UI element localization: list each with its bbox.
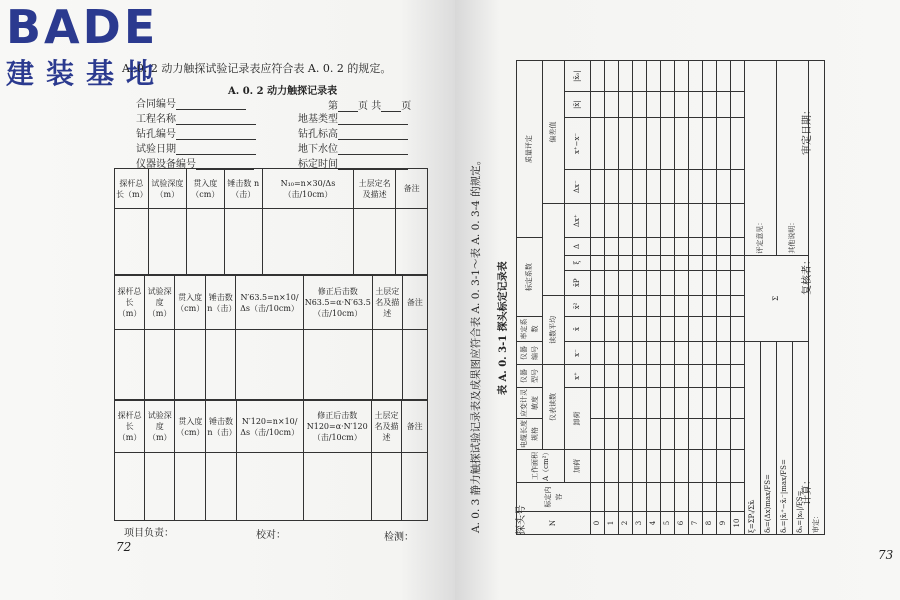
t1-header: 试验深度（m） <box>148 169 186 209</box>
t3-header: 试验深度（m） <box>145 401 175 453</box>
page-number-right: 73 <box>878 548 894 562</box>
page-count: 第 页 共 页 <box>328 101 412 112</box>
row-5: 5 <box>661 61 675 535</box>
field-calib: 标定时间 <box>298 155 408 170</box>
t2-header: 备注 <box>402 276 427 330</box>
rotated-table-block <box>470 60 865 535</box>
table-n635 <box>114 275 428 400</box>
logo-brand: BADE <box>6 0 159 54</box>
field-water: 地下水位 <box>298 140 408 155</box>
col-calib: 标定系数 <box>517 238 543 317</box>
t2-header: 探杆总长（m） <box>115 276 145 330</box>
t3-header: 贯入度（cm） <box>175 401 206 453</box>
t2-header: 土层定名及描述 <box>372 276 402 330</box>
t1-header: 备注 <box>396 169 428 209</box>
row-3: 3 <box>633 61 647 535</box>
col-cable: 电缆长度规格 <box>517 419 543 450</box>
calibration-table: N 标定内容 工作面积 A（cm²） 电缆长度规格 应变计灵敏度 仪器型号 仪器编号 率定系数 标定系数 质量评定 仪表读数 读数平均 偏差值 加荷 卸荷 x⁺ x⁻ x̄ x̄² x̄P ξ Δ Δx⁺ Δx⁻ x⁺−x⁻ |x̄| |x̄₀| 0 1 2 3 4 5 6 7 8 9 10 ξ=ΣPᵢ/Σx̄ᵢ Σ 评定意见： δₗ=(Δx)max/FS= δᵣ=|x̄ᵢ⁺−x̄ᵢ⁻|max/FS= 其他说明： δₕ=|x₀|/FS= 审定： <box>516 60 825 535</box>
t1-header: 锤击数 n（击） <box>224 169 262 209</box>
right-heading: A. 0. 3 静力触探试验记录表及成果图应符合表 A. 0. 3-1～表 A. 0. 3-4 的规定。 <box>470 154 482 533</box>
probe-label: 探头号 <box>516 505 527 535</box>
left-fields <box>136 95 256 170</box>
col-deviation: 偏差值 <box>543 61 565 204</box>
col-model: 仪器型号 <box>517 365 543 388</box>
col-n: N <box>517 512 591 535</box>
col-number: 仪器编号 <box>517 342 543 365</box>
signer-date: 审定日期： <box>802 105 813 155</box>
t1-header: 土层定名及描述 <box>354 169 396 209</box>
signer-leader: 项目负责： <box>124 528 174 539</box>
col-load: 加荷 <box>565 450 591 483</box>
page-number-left: 72 <box>116 540 132 554</box>
signer-reviewer: 复核者： <box>802 255 813 295</box>
field-contract: 合同编号 <box>136 95 256 110</box>
t1-header: 探杆总长（m） <box>115 169 149 209</box>
t2-header: 修正后击数 N63.5=α·N′63.5（击/10cm） <box>303 276 372 330</box>
t3-header: 锤击数 n（击） <box>206 401 236 453</box>
field-foundation: 地基类型 <box>298 110 408 125</box>
t3-header: 土层定名及描述 <box>371 401 402 453</box>
col-avg: 读数平均 <box>543 295 565 364</box>
sum-cell: Σ <box>745 255 809 341</box>
section-intro: A. 0. 2 动力触探试验记录表应符合表 A. 0. 2 的规定。 <box>122 62 392 75</box>
row-9: 9 <box>717 61 731 535</box>
signer-calc: 计算： <box>802 475 813 505</box>
field-equipment: 仪器设备编号 <box>136 155 256 170</box>
formula-dl: δₗ=(Δx)max/FS= <box>761 342 777 535</box>
field-borehole: 钻孔编号 <box>136 125 256 140</box>
t2-header: 试验深度（m） <box>145 276 175 330</box>
t1-header: N₁₀=n×30/Δs（击/10cm） <box>262 169 353 209</box>
col-area: 工作面积 A（cm²） <box>517 450 565 483</box>
row-2: 2 <box>619 61 633 535</box>
bade-logo <box>6 0 167 92</box>
formula-dr: δᵣ=|x̄ᵢ⁺−x̄ᵢ⁻|max/FS= <box>777 342 793 535</box>
col-reading: 仪表读数 <box>543 365 565 450</box>
row-4: 4 <box>647 61 661 535</box>
formula-xi: ξ=ΣPᵢ/Σx̄ᵢ <box>745 342 761 535</box>
field-date: 试验日期 <box>136 140 256 155</box>
col-rate: 率定系数 <box>517 317 543 342</box>
t3-header: N′120=n×10/Δs（击/10cm） <box>236 401 303 453</box>
t2-header: 锤击数 n（击） <box>206 276 236 330</box>
t2-header: N′63.5=n×10/Δs（击/10cm） <box>236 276 303 330</box>
row-10: 10 <box>731 61 745 535</box>
row-0: 0 <box>591 61 605 535</box>
t3-header: 备注 <box>402 401 428 453</box>
right-table-title: 表 A. 0. 3-1 探头标定记录表 <box>498 261 509 395</box>
review-row: 审定： <box>809 61 825 535</box>
table-n120 <box>114 400 428 521</box>
signer-check: 校对： <box>256 530 286 541</box>
formula-dh: δₕ=|x₀|/FS= <box>793 342 809 535</box>
col-eval: 质量评定 <box>517 61 543 238</box>
row-1: 1 <box>605 61 619 535</box>
col-unload: 卸荷 <box>565 388 591 450</box>
note-eval: 评定意见： <box>745 61 777 256</box>
row-6: 6 <box>675 61 689 535</box>
table-n10 <box>114 168 428 275</box>
t1-header: 贯入度（cm） <box>186 169 224 209</box>
field-project: 工程名称 <box>136 110 256 125</box>
field-elevation: 钻孔标高 <box>298 125 408 140</box>
t3-header: 修正后击数 N120=α·N′120（击/10cm） <box>303 401 371 453</box>
col-content: 标定内容 <box>517 483 591 512</box>
right-fields <box>298 110 408 170</box>
t3-header: 探杆总长（m） <box>115 401 145 453</box>
signer-detect: 检测： <box>384 532 414 543</box>
logo-subtitle: 建装基地 <box>6 57 167 90</box>
left-table-title: A. 0. 2 动力触探记录表 <box>228 86 338 97</box>
row-8: 8 <box>703 61 717 535</box>
row-7: 7 <box>689 61 703 535</box>
note-other: 其他说明： <box>777 61 809 256</box>
col-strain: 应变计灵敏度 <box>517 388 543 419</box>
t2-header: 贯入度（cm） <box>175 276 206 330</box>
